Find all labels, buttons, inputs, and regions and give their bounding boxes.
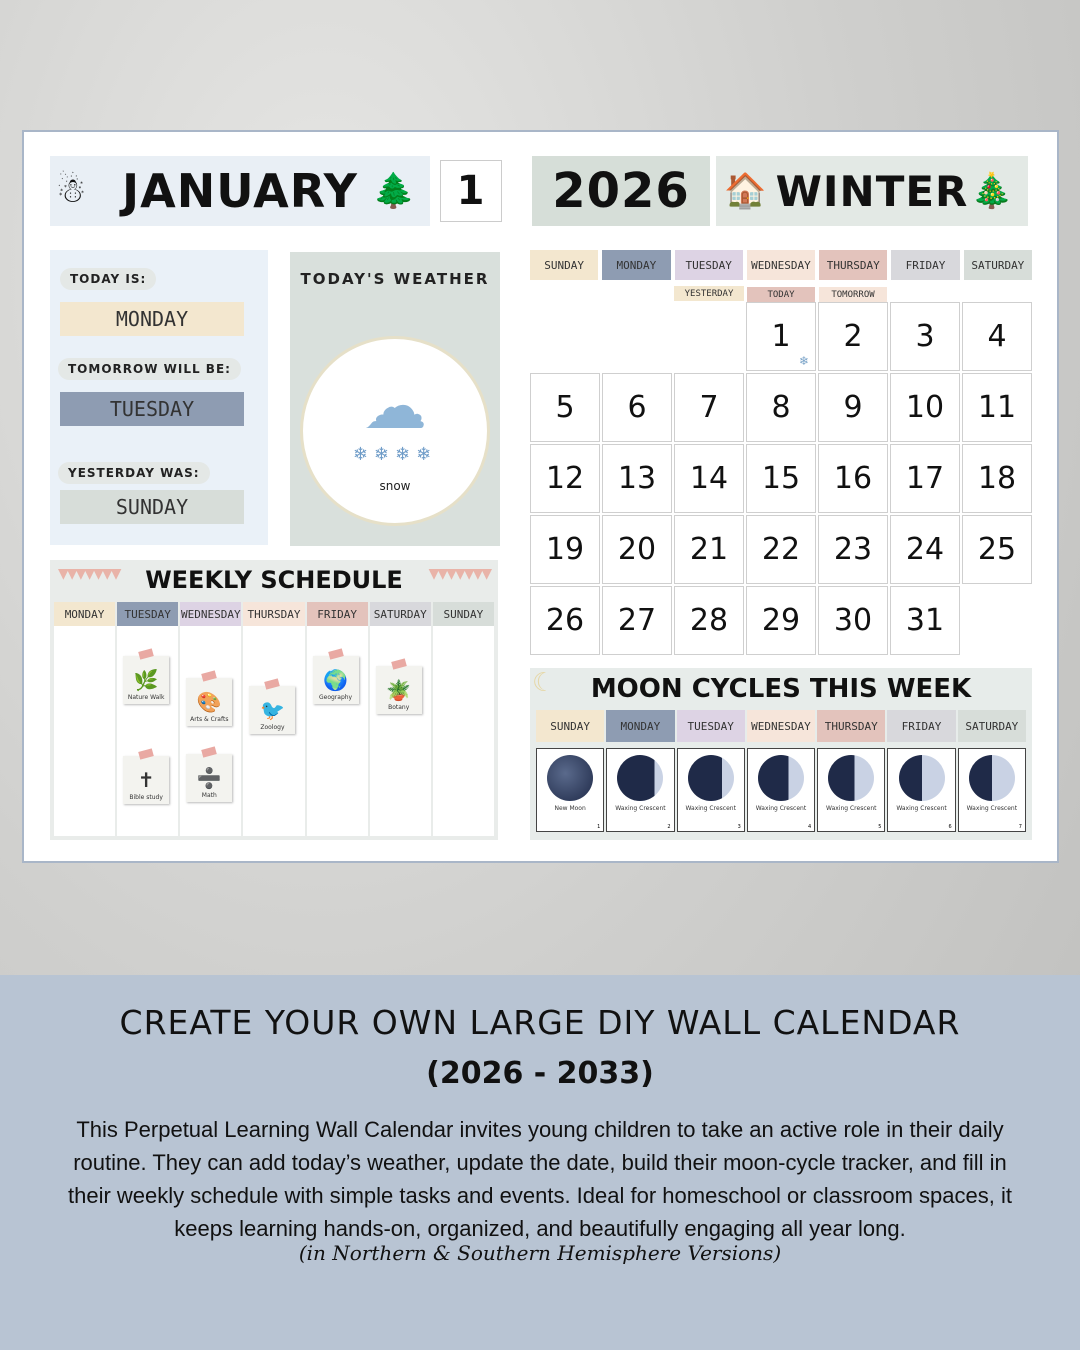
cloud-icon: ☁ — [363, 369, 427, 444]
day-cell[interactable]: 1 TODAY ❄ — [746, 302, 816, 371]
day-number: 1 — [440, 160, 502, 222]
snowman-icon: ☃ — [56, 171, 88, 211]
snowflake-icon: ❄❄❄❄ — [352, 443, 438, 465]
moon-weekday-header: SATURDAY — [958, 710, 1026, 742]
activity-label: Geography — [318, 694, 353, 701]
snowflake-icon: ❄ — [798, 354, 809, 368]
calendar-grid — [530, 288, 1032, 655]
moon-phase-icon — [547, 755, 593, 801]
moon-phase-number: 5 — [878, 824, 882, 830]
weather-condition: snow — [379, 478, 411, 493]
day-cell[interactable]: 5 — [530, 373, 600, 442]
activity-label: Arts & Crafts — [190, 716, 229, 723]
activity-card[interactable] — [123, 656, 169, 704]
moon-phase-number: 1 — [597, 824, 601, 830]
weekly-columns — [54, 602, 494, 836]
day-cell[interactable]: 9 — [818, 373, 888, 442]
moon-phase-card[interactable] — [606, 748, 674, 832]
day-cell[interactable]: 13 — [602, 444, 672, 513]
weekday-header: MONDAY — [602, 250, 670, 280]
activity-label: Nature Walk — [127, 694, 165, 701]
activity-label: Bible study — [129, 794, 163, 801]
day-cell[interactable]: 8 — [746, 373, 816, 442]
moon-phase-number: 3 — [737, 824, 741, 830]
weekday-header: WEDNESDAY — [747, 250, 815, 280]
moon-phase-card[interactable] — [747, 748, 815, 832]
moon-weekday-header: SUNDAY — [536, 710, 604, 742]
moon-phase-number: 2 — [667, 824, 671, 830]
moon-phase-icon — [899, 755, 945, 801]
activity-card[interactable] — [186, 754, 232, 802]
weekly-day-column — [180, 602, 241, 836]
day-cell[interactable]: 12 — [530, 444, 600, 513]
today-tag: TODAY — [747, 287, 815, 302]
activity-icon: ➗ — [196, 766, 222, 790]
calendar-weekday-header — [530, 250, 1032, 280]
activity-card[interactable] — [376, 666, 422, 714]
moon-phase-label: Waxing Crescent — [826, 805, 877, 812]
moon-phase-icon — [828, 755, 874, 801]
moon-weekday-header — [536, 710, 1026, 742]
moon-phase-number: 6 — [948, 824, 952, 830]
day-cell[interactable]: 20 — [602, 515, 672, 584]
weekly-day-column — [243, 602, 304, 836]
yesterday-value: SUNDAY — [60, 490, 244, 524]
moon-phase-icon — [688, 755, 734, 801]
activity-icon: ✝ — [137, 768, 155, 792]
moon-phase-label: Waxing Crescent — [896, 805, 947, 812]
footer-years: (2026 - 2033) — [426, 1056, 654, 1091]
activity-icon: 🌍 — [323, 668, 349, 692]
day-cell[interactable]: 14 — [674, 444, 744, 513]
day-cell[interactable]: 22 — [746, 515, 816, 584]
day-cell[interactable]: 26 — [530, 586, 600, 655]
activity-card[interactable] — [186, 678, 232, 726]
day-cell[interactable]: 18 — [962, 444, 1032, 513]
moon-phase-icon — [758, 755, 804, 801]
footer-title: CREATE YOUR OWN LARGE DIY WALL CALENDAR — [119, 1003, 961, 1042]
day-cell[interactable]: 11 — [962, 373, 1032, 442]
weekly-day-header: FRIDAY — [307, 602, 368, 626]
day-cell[interactable]: 25 — [962, 515, 1032, 584]
day-cell[interactable]: 30 — [818, 586, 888, 655]
moon-phase-icon — [969, 755, 1015, 801]
day-cell[interactable]: 3 — [890, 302, 960, 371]
moon-phase-number: 7 — [1018, 824, 1022, 830]
moon-phase-label: Waxing Crescent — [615, 805, 666, 812]
footer-body: This Perpetual Learning Wall Calendar invites young children to take an active role in their daily routine. They can add today’s weather, update the date, build their moon-cycle tracker, and fill in their weekly schedule with simple tasks and events. Ideal for homeschool or classroom spaces, it keeps learning hands-on, organized, and beautifully engaging all year long. — [68, 1117, 1012, 1241]
weekday-header: SUNDAY — [530, 250, 598, 280]
day-cell[interactable]: 28 — [674, 586, 744, 655]
moon-phase-cards — [536, 748, 1026, 832]
day-cell[interactable]: 2 TOMORROW — [818, 302, 888, 371]
day-cell[interactable]: 21 — [674, 515, 744, 584]
activity-label: Botany — [388, 704, 410, 711]
yesterday-label: YESTERDAY WAS: — [58, 462, 210, 484]
moon-weekday-header: WEDNESDAY — [747, 710, 815, 742]
weekday-header: TUESDAY — [675, 250, 743, 280]
day-cell[interactable]: 10 — [890, 373, 960, 442]
weekly-day-header: MONDAY — [54, 602, 115, 626]
day-cell[interactable]: 24 — [890, 515, 960, 584]
weekly-day-header: WEDNESDAY — [180, 602, 241, 626]
season-header — [716, 156, 1028, 226]
moon-phase-card[interactable] — [677, 748, 745, 832]
day-cell[interactable]: 17 — [890, 444, 960, 513]
weather-panel — [290, 252, 500, 546]
weekly-day-header: TUESDAY — [117, 602, 178, 626]
empty-cell — [674, 288, 744, 371]
empty-cell — [530, 302, 600, 371]
day-cell[interactable]: 7 — [674, 373, 744, 442]
today-panel — [50, 250, 268, 545]
moon-phase-label: Waxing Crescent — [966, 805, 1018, 812]
month-label: JANUARY — [122, 164, 358, 218]
moon-phase-card[interactable] — [817, 748, 885, 832]
weekly-day-column — [54, 602, 115, 836]
moon-title: MOON CYCLES THIS WEEK — [590, 674, 972, 704]
day-cell[interactable]: 27 — [602, 586, 672, 655]
weekly-day-header: SUNDAY — [433, 602, 494, 626]
season-label: WINTER — [775, 166, 969, 216]
moon-weekday-header: TUESDAY — [677, 710, 745, 742]
day-cell[interactable]: 4 — [962, 302, 1032, 371]
weekday-header: FRIDAY — [891, 250, 959, 280]
activity-icon: 🐦 — [259, 698, 285, 722]
activity-card[interactable] — [313, 656, 359, 704]
christmas-tree-icon: 🎄 — [970, 171, 1014, 211]
moon-phase-label: New Moon — [554, 805, 586, 812]
weekly-day-column — [370, 602, 431, 836]
empty-cell — [602, 302, 672, 371]
today-label: TODAY IS: — [60, 268, 156, 290]
day-cell[interactable]: 16 — [818, 444, 888, 513]
today-value: MONDAY — [60, 302, 244, 336]
activity-card[interactable] — [249, 686, 295, 734]
crescent-moon-icon: ☾ — [532, 668, 556, 698]
weekly-day-header: THURSDAY — [243, 602, 304, 626]
weekday-header: SATURDAY — [964, 250, 1032, 280]
activity-label: Zoology — [260, 724, 285, 731]
footer-note: (in Northern & Southern Hemisphere Versions) — [298, 1241, 782, 1265]
weekly-schedule — [50, 560, 498, 840]
month-header — [50, 156, 430, 226]
year-header: 2026 — [532, 156, 710, 226]
day-cell[interactable]: 31 — [890, 586, 960, 655]
weekly-day-header: SATURDAY — [370, 602, 431, 626]
moon-phase-icon — [617, 755, 663, 801]
yesterday-tag: YESTERDAY — [674, 286, 744, 301]
activity-card[interactable] — [123, 756, 169, 804]
tomorrow-tag: TOMORROW — [819, 287, 887, 302]
activity-icon: 🪴 — [386, 678, 412, 702]
moon-phase-card[interactable] — [887, 748, 955, 832]
tomorrow-label: TOMORROW WILL BE: — [58, 358, 241, 380]
moon-weekday-header: THURSDAY — [817, 710, 885, 742]
day-cell[interactable]: 15 — [746, 444, 816, 513]
bunting-icon: ▼▼▼▼▼▼▼ — [58, 566, 120, 582]
moon-phase-label: Waxing Crescent — [685, 805, 736, 812]
moon-phase-card[interactable] — [536, 748, 604, 832]
weather-circle — [300, 336, 490, 526]
day-cell[interactable]: 29 — [746, 586, 816, 655]
weather-title: TODAY'S WEATHER — [300, 270, 490, 288]
day-cell[interactable]: 6 — [602, 373, 672, 442]
moon-cycles-panel — [530, 668, 1032, 840]
moon-weekday-header: MONDAY — [606, 710, 674, 742]
moon-phase-number: 4 — [807, 824, 812, 830]
product-description — [0, 975, 1080, 1350]
moon-weekday-header: FRIDAY — [887, 710, 955, 742]
tomorrow-value: TUESDAY — [60, 392, 244, 426]
weekly-day-column — [307, 602, 368, 836]
moon-phase-card[interactable] — [958, 748, 1026, 832]
activity-icon: 🌿 — [133, 668, 159, 692]
weekly-day-column — [433, 602, 494, 836]
activity-label: Math — [201, 792, 217, 799]
weekly-day-column — [117, 602, 178, 836]
moon-phase-label: Waxing Crescent — [755, 805, 807, 812]
pine-trees-icon: 🌲 — [372, 171, 416, 211]
day-cell[interactable]: 19 — [530, 515, 600, 584]
bunting-icon: ▼▼▼▼▼▼▼ — [428, 566, 490, 582]
weekday-header: THURSDAY — [819, 250, 887, 280]
weekly-title: WEEKLY SCHEDULE — [145, 566, 403, 594]
house-icon: 🏠 — [724, 171, 768, 211]
activity-icon: 🎨 — [196, 690, 222, 714]
day-cell[interactable]: 23 — [818, 515, 888, 584]
calendar-board — [22, 130, 1059, 863]
